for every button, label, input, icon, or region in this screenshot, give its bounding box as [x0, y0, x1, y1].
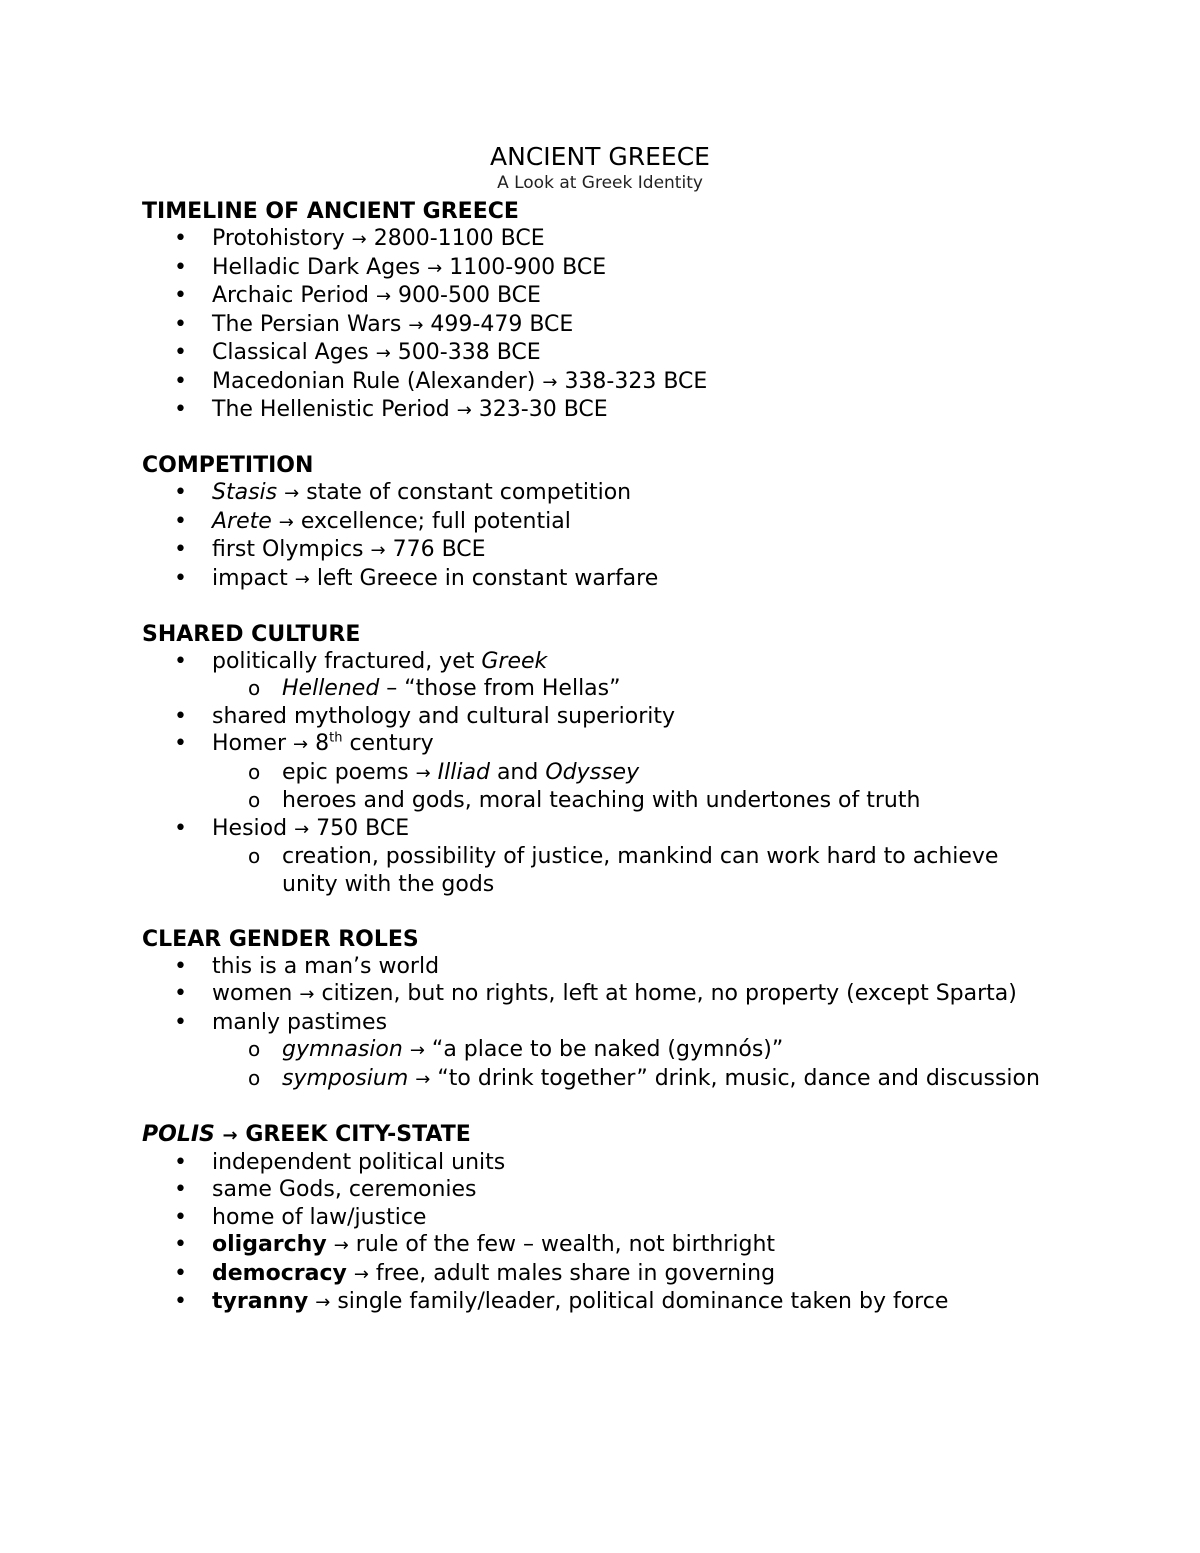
sub-list-item: o Hellened – “those from Hellas”	[212, 675, 1058, 703]
sub-list-item: o symposium → “to drink together” drink, music, dance and discussion	[212, 1065, 1058, 1094]
arrow-icon: →	[294, 818, 310, 840]
section-heading-gender: CLEAR GENDER ROLES	[142, 926, 419, 952]
arrow-icon: →	[299, 984, 315, 1005]
list-item: • first Olympics → 776 BCE	[142, 536, 1058, 565]
sub-list	[212, 675, 1058, 703]
sub-list-item: o gymnasion → “a place to be naked (gymnós)”	[212, 1036, 1058, 1065]
list-item: • The Hellenistic Period → 323-30 BCE	[142, 396, 1058, 425]
section-heading-polis: POLIS → GREEK CITY-STATE	[142, 1121, 471, 1147]
arrow-icon: →	[294, 568, 310, 590]
list-item: • women → citizen, but no rights, left at home, no property (except Sparta)	[142, 980, 1058, 1009]
arrow-icon: →	[375, 286, 392, 307]
competition-list	[142, 479, 1058, 593]
arrow-icon: →	[353, 1263, 369, 1285]
arrow-icon: →	[409, 1040, 425, 1061]
document-page	[142, 142, 1058, 1317]
arrow-icon: →	[284, 483, 300, 504]
arrow-icon: →	[408, 314, 424, 336]
document-subtitle: A Look at Greek Identity	[497, 173, 703, 193]
section-heading-timeline: TIMELINE OF ANCIENT GREECE	[142, 199, 519, 224]
list-item: • this is a man’s world	[142, 953, 1058, 981]
list-item: • oligarchy → rule of the few – wealth, not birthright	[142, 1231, 1058, 1260]
arrow-icon: →	[427, 257, 443, 279]
list-item: • Macedonian Rule (Alexander) → 338-323 BCE	[142, 368, 1058, 397]
section-heading-competition: COMPETITION	[142, 453, 314, 478]
sub-list-item: o creation, possibility of justice, mankind can work hard to achieve unity with the gods	[212, 843, 1058, 898]
list-item: • home of law/justice	[142, 1204, 1058, 1232]
polis-list	[142, 1149, 1058, 1317]
list-item: • impact → left Greece in constant warfare	[142, 565, 1058, 594]
list-item: • tyranny → single family/leader, political dominance taken by force	[142, 1288, 1058, 1317]
spacer	[142, 898, 1058, 926]
arrow-icon: →	[370, 540, 386, 561]
list-item: • politically fractured, yet Greek o Hellened – “those from Hellas”	[142, 648, 1058, 703]
arrow-icon: →	[351, 229, 367, 250]
arrow-icon: →	[456, 400, 472, 421]
section-heading-culture: SHARED CULTURE	[142, 621, 361, 647]
arrow-icon: →	[293, 734, 309, 755]
timeline-list	[142, 225, 1058, 425]
culture-list	[142, 648, 1058, 899]
sub-list	[212, 843, 1058, 898]
list-item: • Helladic Dark Ages → 1100-900 BCE	[142, 254, 1058, 283]
arrow-icon: →	[542, 371, 558, 393]
list-item: • democracy → free, adult males share in governing	[142, 1260, 1058, 1289]
list-item: • The Persian Wars → 499-479 BCE	[142, 311, 1058, 340]
sub-list	[212, 1036, 1058, 1093]
list-item: • independent political units	[142, 1149, 1058, 1177]
gender-list	[142, 953, 1058, 1094]
list-item: • Hesiod → 750 BCE o creation, possibility of justice, mankind can work hard to achieve unity with the gods	[142, 815, 1058, 899]
arrow-icon: →	[375, 343, 391, 364]
sub-list-item: o epic poems → Illiad and Odyssey	[212, 759, 1058, 788]
list-item: • Archaic Period → 900-500 BCE	[142, 282, 1058, 311]
spacer	[142, 1093, 1058, 1121]
arrow-icon: →	[415, 762, 431, 784]
arrow-icon: →	[278, 511, 294, 533]
sub-list-item: o heroes and gods, moral teaching with undertones of truth	[212, 787, 1058, 815]
spacer	[142, 593, 1058, 621]
list-item: • manly pastimes o gymnasion → “a place to be naked (gymnós)” o symposium → “to drink together” drink, music, dance and discussion	[142, 1009, 1058, 1094]
list-item: • shared mythology and cultural superiority	[142, 703, 1058, 731]
sub-list	[212, 759, 1058, 815]
list-item: • Classical Ages → 500-338 BCE	[142, 339, 1058, 368]
list-item: • Protohistory → 2800-1100 BCE	[142, 225, 1058, 254]
arrow-icon: →	[333, 1235, 349, 1256]
arrow-icon: →	[415, 1068, 431, 1090]
list-item: • Arete → excellence; full potential	[142, 508, 1058, 537]
list-item: • same Gods, ceremonies	[142, 1176, 1058, 1204]
list-item: • Stasis → state of constant competition	[142, 479, 1058, 508]
document-title: ANCIENT GREECE	[490, 142, 710, 171]
arrow-icon: →	[315, 1292, 331, 1313]
spacer	[142, 425, 1058, 453]
list-item: • Homer → 8th century o epic poems → Illiad and Odyssey o heroes and gods, moral teaching with undertones of truth	[142, 730, 1058, 815]
arrow-icon: →	[222, 1124, 238, 1146]
